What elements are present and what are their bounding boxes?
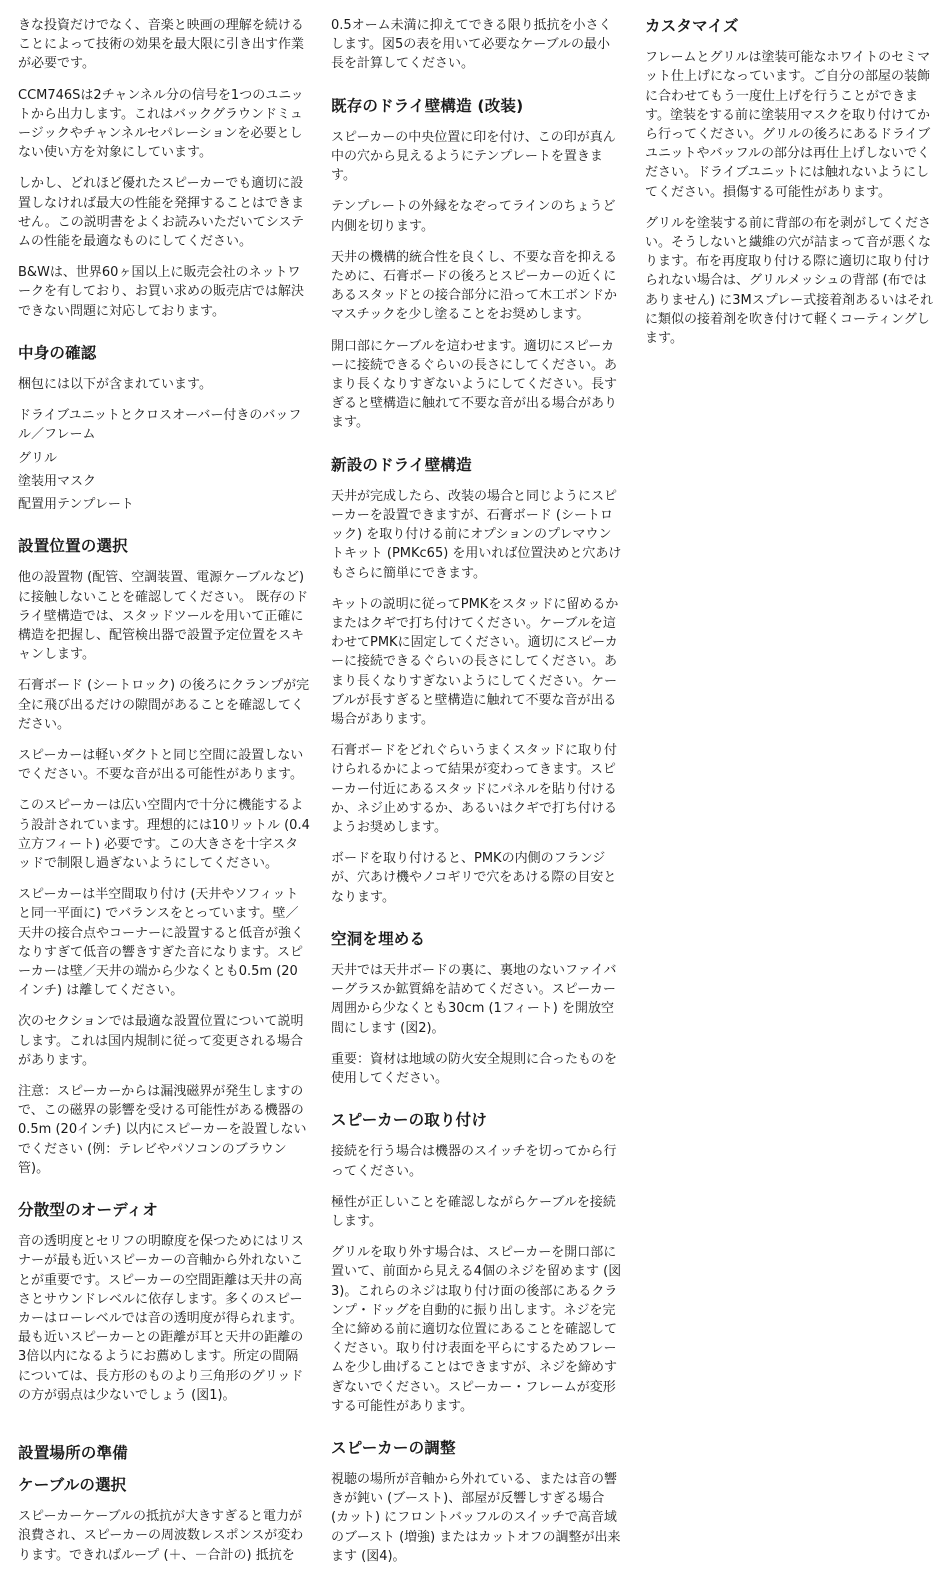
paragraph: 音の透明度とセリフの明瞭度を保つためにはリスナーが最も近いスピーカーの音軸から外れないことが重要です。スピーカーの空間距離は天井の高さとサウンドレベルに依存します。多くのスピーカーはローレベルでは音の透明度が得られます。最も近いスピーカーとの距離が耳と天井の距離の3倍以内になるようにお薦めします。所定の間隔については、長方形のものより三角形のグリッドの方が弱点は少ないでしょう (図1)。 [18,1234,304,1403]
paragraph: スピーカーは半空間取り付け (天井やソフィットと同一平面に) でバランスをとっています。壁／天井の接合点やコーナーに設置すると低音が強くなりすぎて低音の響きすぎた音になります。スピーカーは壁／天井の端から少なくとも0.5m (20インチ) は離してください。 [18,887,305,999]
paragraph: B&Wは、世界60ヶ国以上に販売会社のネットワークを有しており、お買い求めの販売店では解決できない問題に対応しております。 [18,265,305,319]
cable-continued [331,16,623,74]
paragraph: CCM746Sは2チャンネル分の信号を1つのユニットから出力します。これはバックグラウンドミュージックやチャンネルセパレーションを必要としない使い方を対象にしています。 [18,87,304,161]
section-heading: 中身の確認 [18,343,97,362]
paragraph: 次のセクションでは最適な設置位置について説明します。これは国内規制に従って変更される場合があります。 [18,1014,304,1068]
site-prep-section [18,1443,310,1463]
section-heading: 設置場所の準備 [18,1444,128,1462]
paragraph: グリルを塗装する前に背部の布を剥がしてください。そうしないと繊維の穴が詰まって音が悪くなります。布を再度取り付ける際に適切に取り付けられない場合は、グリルメッシュの背部 (布ではありません) に3Mスプレー式接着剤あるいはそれに類似の接着剤を吹き付けて軽くコーティングします。 [645,215,934,346]
paragraph: スピーカーの中央位置に印を付け、この印が真ん中の穴から見えるようにテンプレートを置きます。 [331,129,616,184]
paragraph: フレームとグリルは塗装可能なホワイトのセミマット仕上げになっています。ご自分の部屋の装飾に合わせてもう一度仕上げを行うことができます。塗装をする前に塗装用マスクを取り付けてから行ってください。グリルの後ろにあるドライブユニットやバッフルの部分は再仕上げしないでください。ドライブユニットには触れないようにしてください。損傷する可能性があります。 [645,50,931,200]
section-heading: スピーカーの取り付け [331,1111,488,1130]
paragraph: 石膏ボード (シートロック) の後ろにクランプが完全に飛び出るだけの隙間があることを確認してください。 [18,678,310,732]
intro-section [18,16,310,321]
section-heading: ケーブルの選択 [18,1476,127,1495]
adjust-section [331,1438,623,1566]
section-heading: 空洞を埋める [331,929,426,948]
paragraph: 石膏ボードをどれぐらいうまくスタッドに取り付けられるかによって結果が変わってきます。スピーカー付近にあるスタッドにパネルを貼り付けるか、ネジ止めするか、あるいはクギで打ち付けるようお奨めします。 [331,743,618,835]
cable-section [18,1475,310,1565]
paragraph: 天井が完成したら、改装の場合と同じようにスピーカーを設置できますが、石膏ボード (シートロック) を取り付ける前にオプションのプレマウントキット (PMKc65) を用いれば位置決めと穴あけもさらに簡単にできます。 [331,488,622,581]
paragraph: しかし、どれほど優れたスピーカーでも適切に設置しなければ最大の性能を発揮することはできません。この説明書をよくお読みいただいてシステムの性能を最適なものにしてください。 [18,176,305,250]
list-item: グリル [18,450,58,466]
paragraph: 重要：資材は地域の防火安全規則に合ったものを使用してください。 [331,1051,618,1086]
paragraph: 天井では天井ボードの裏に、裏地のないファイバーグラスか鉱質綿を詰めてください。スピーカー周囲から少なくとも30cm (1フィート) を開放空間にします (図2)。 [331,962,617,1036]
new-drywall-section [331,455,623,907]
column-right [645,16,937,360]
paragraph: 視聴の場所が音軸から外れている、または音の響きが鈍い (ブースト)、部屋が反響しすぎる場合 (カット) にフロントバッフルのスイッチで高音域のブースト (増強) またはカットオフの調整が出来ます (図4)。 [331,1472,621,1564]
column-middle [331,16,623,1578]
paragraph: 接続を行う場合は機器のスイッチを切ってから行ってください。 [331,1144,617,1179]
paragraph: 天井の機構的統合性を良くし、不要な音を抑えるために、石膏ボードの後ろとスピーカーの近くにあるスタッドとの接合部分に沿って木工ボンドかマスチックを少し塗ることをお奨めします。 [331,249,618,323]
paragraph: キットの説明に従ってPMKをスタッドに留めるかまたはクギで打ち付けてください。ケーブルを這わせてPMKに固定してください。適切にスピーカーに接続できるぐらいの長さにしてください。あまり長くなりすぎないようにしてください。ケーブルが長すぎると壁構造に触れて不要な音が出る場合があります。 [331,596,619,727]
section-heading: スピーカーの調整 [331,1438,456,1457]
customize-section [645,16,937,348]
section-heading: 新設のドライ壁構造 [331,455,472,474]
paragraph: 極性が正しいことを確認しながらケーブルを接続します。 [331,1194,616,1229]
distributed-audio-section [18,1200,310,1405]
list-item: 塗装用マスク [18,473,97,489]
section-heading: 分散型のオーディオ [18,1201,159,1220]
paragraph: スピーカーは軽いダクトと同じ空間に設置しないでください。不要な音が出る可能性があります。 [18,747,304,783]
mounting-section [331,1110,623,1416]
position-section [18,536,310,1178]
paragraph: 0.5オーム未満に抑えてできる限り抵抗を小さくします。図5の表を用いて必要なケーブルの最小長を計算してください。 [331,18,612,72]
paragraph: テンプレートの外縁をなぞってラインのちょうど内側を切ります。 [331,199,616,234]
list-item: 配置用テンプレート [18,497,134,512]
paragraph: きな投資だけでなく、音楽と映画の理解を続けることによって技術の効果を最大限に引き出す作業が必要です。 [18,18,305,72]
contents-list [18,406,310,514]
paragraph: 注意：スピーカーからは漏洩磁界が発生しますので、この磁界の影響を受ける可能性がある機器の0.5m (20インチ) 以内にスピーカーを設置しないでください (例：テレビやパソコンのブラウン管)。 [18,1084,307,1176]
paragraph: このスピーカーは広い空間内で十分に機能するよう設計されています。理想的には10リットル (0.4立方フィート) 必要です。この大きさを十字スタッドで制限し過ぎないようにしてください。 [18,798,310,871]
existing-drywall-section [331,96,623,433]
section-heading: カスタマイズ [645,17,739,35]
column-left [18,16,310,1577]
contents-section [18,343,310,514]
paragraph: グリルを取り外す場合は、スピーカーを開口部に置いて、前面から見える4個のネジを留めます (図3)。これらのネジは取り付け面の後部にあるクランプ・ドッグを自動的に振り出します。ネジを完全に締める前に適切な位置にあることを確認してください。取り付け表面を平らにするためフレームを少し曲げることはできますが、ネジを締めすぎないでください。スピーカー・フレームが変形する可能性があります。 [331,1245,622,1414]
paragraph: 梱包には以下が含まれています。 [18,376,212,392]
section-heading: 既存のドライ壁構造 (改装) [331,96,524,115]
section-heading: 設置位置の選択 [18,537,128,556]
paragraph: 他の設置物 (配管、空調装置、電源ケーブルなど) に接触しないことを確認してください。 既存のドライ壁構造では、スタッドツールを用いて正確に構造を把握し、配管検出器で設置予定位置をスキャンします。 [18,570,309,663]
paragraph: 開口部にケーブルを這わせます。適切にスピーカーに接続できるぐらいの長さにしてください。あまり長くなりすぎないようにしてください。長すぎると壁構造に触れて不要な音が出る場合があります。 [331,338,618,431]
paragraph: スピーカーケーブルの抵抗が大きすぎると電力が浪費され、スピーカーの周波数レスポンスが変わります。できればループ (＋、－合計の) 抵抗を [18,1509,304,1563]
cavity-section [331,929,623,1088]
list-item: ドライブユニットとクロスオーバー付きのバッフル／フレーム [18,408,302,443]
paragraph: ボードを取り付けると、PMKの内側のフランジが、穴あけ機やノコギリで穴をあける際の目安となります。 [331,851,617,905]
